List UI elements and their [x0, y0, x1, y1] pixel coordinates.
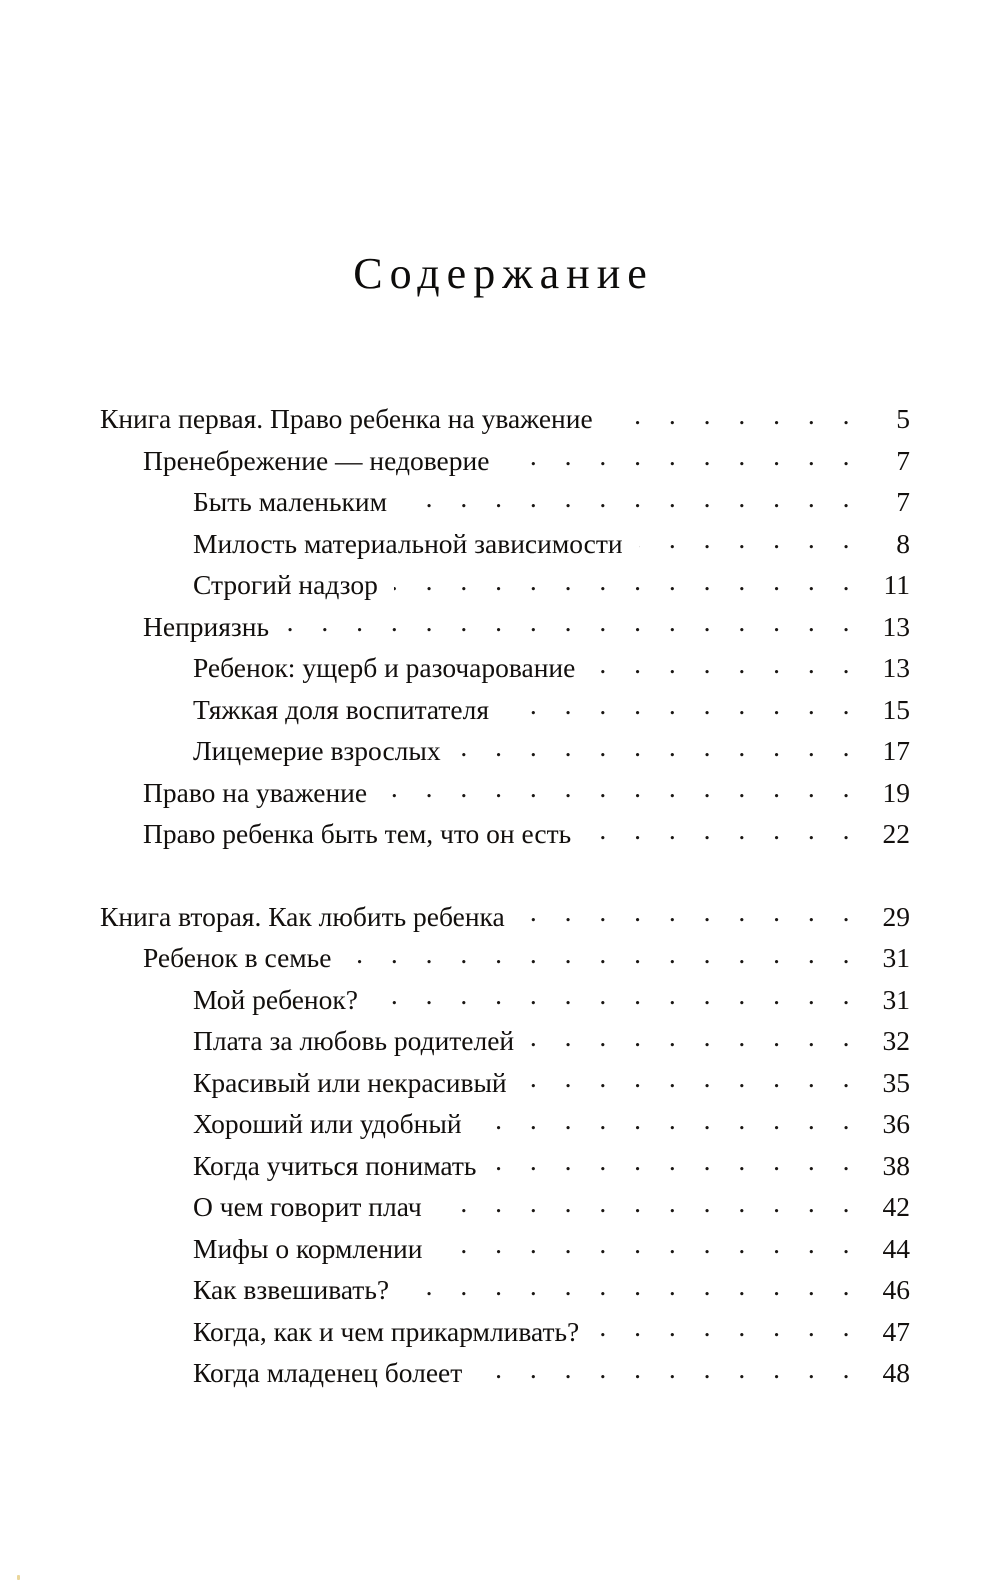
toc-entry-title: Пренебрежение — недоверие: [143, 444, 490, 476]
toc-entry-title: Быть маленьким: [193, 486, 388, 517]
toc-leader-dots: [505, 691, 860, 719]
toc-entry-page-number: 42: [882, 1191, 910, 1222]
toc-entry[interactable]: [100, 1186, 910, 1228]
toc-entry[interactable]: [100, 398, 910, 440]
toc-entry[interactable]: [100, 523, 910, 565]
page-title: Содержание: [353, 249, 654, 298]
toc-entry[interactable]: [100, 440, 910, 482]
toc-entry-title: Право ребенка быть тем, что он есть: [143, 818, 572, 849]
toc-entry-page-number: 38: [882, 1149, 910, 1181]
toc-leader-dots: [609, 401, 860, 429]
toc-entry-page-number: 47: [882, 1315, 910, 1347]
toc-entry-title: Мифы о кормлении: [193, 1232, 423, 1264]
toc-entry-page-number: 13: [882, 610, 910, 642]
toc-entry-page-number: 7: [896, 486, 910, 517]
toc-leader-dots: [347, 940, 860, 968]
toc-leader-dots: [394, 567, 860, 595]
toc-entry[interactable]: [100, 1103, 910, 1145]
toc-entry[interactable]: [100, 647, 910, 689]
toc-entry-page-number: 15: [882, 693, 910, 725]
toc-leader-dots: [438, 1189, 860, 1217]
toc-entry-page-number: 36: [882, 1108, 910, 1139]
toc-entry[interactable]: [100, 772, 910, 814]
toc-entry[interactable]: [100, 1311, 910, 1353]
toc-leader-dots: [405, 1272, 860, 1300]
toc-entry-title: Книга вторая. Как любить ребенка: [100, 900, 505, 932]
toc-entry[interactable]: [100, 730, 910, 772]
toc-entry-title: Когда, как и чем прикармливать?: [193, 1315, 580, 1347]
toc-leader-dots: [374, 981, 860, 1009]
toc-entry[interactable]: [100, 1145, 910, 1187]
toc-entry[interactable]: [100, 1228, 910, 1270]
toc-entry[interactable]: [100, 689, 910, 731]
toc-entry[interactable]: [100, 1062, 910, 1104]
toc-entry-page-number: 29: [882, 900, 910, 932]
toc-entry-page-number: 11: [883, 569, 910, 600]
toc-entry-page-number: 19: [882, 776, 910, 808]
toc-entry-page-number: 32: [882, 1025, 910, 1056]
toc-entry-title: Лицемерие взрослых: [193, 735, 441, 766]
toc-leader-dots: [285, 608, 860, 636]
toc-leader-dots: [530, 1023, 860, 1051]
toc-entry[interactable]: [100, 1020, 910, 1062]
toc-entry-page-number: 17: [882, 735, 910, 766]
toc-leader-dots: [591, 650, 860, 678]
toc-entry-page-number: 5: [896, 403, 910, 434]
toc-leader-dots: [403, 484, 860, 512]
toc-entry[interactable]: [100, 937, 910, 979]
toc-leader-dots: [505, 442, 860, 470]
toc-entry-title: Неприязнь: [143, 610, 270, 642]
toc-entry[interactable]: [100, 1269, 910, 1311]
toc-entry[interactable]: [100, 813, 910, 855]
toc-leader-dots: [523, 1064, 860, 1092]
toc-entry-title: Ребенок: ущерб и разочарование: [193, 652, 576, 683]
toc-entry-title: Как взвешивать?: [193, 1274, 390, 1305]
toc-leader-dots: [457, 733, 860, 761]
toc-leader-dots: [439, 1230, 861, 1258]
toc-entry-title: Милость материальной зависимости: [193, 527, 623, 559]
toc-entry-page-number: 31: [882, 942, 910, 973]
toc-entry-title: Ребенок в семье: [143, 942, 332, 973]
toc-entry-title: Хороший или удобный: [193, 1108, 462, 1139]
toc-entry-page-number: 22: [882, 818, 910, 849]
toc-entry[interactable]: [100, 979, 910, 1021]
toc-entry-page-number: 46: [882, 1274, 910, 1305]
toc-leader-dots: [639, 525, 860, 553]
toc-entry-title: Строгий надзор: [193, 569, 378, 600]
toc-entry-title: Красивый или некрасивый: [193, 1066, 507, 1098]
toc-entry-page-number: 13: [882, 652, 910, 683]
toc-entry-title: Тяжкая доля воспитателя: [193, 693, 490, 725]
toc-leader-dots: [383, 774, 860, 802]
toc-entry-page-number: 7: [896, 444, 910, 476]
toc-entry-title: Мой ребенок?: [193, 983, 358, 1015]
toc-leader-dots: [521, 898, 860, 926]
toc-leader-dots: [478, 1106, 860, 1134]
toc-entry[interactable]: [100, 606, 910, 648]
toc-entry[interactable]: [100, 481, 910, 523]
toc-leader-dots: [595, 1313, 860, 1341]
toc-entry-page-number: 48: [882, 1357, 910, 1388]
toc-entry-title: О чем говорит плач: [193, 1191, 422, 1222]
table-of-contents: [100, 398, 910, 1394]
toc-entry[interactable]: [100, 1352, 910, 1394]
toc-leader-dots: [492, 1147, 860, 1175]
toc-entry-title: Право на уважение: [143, 776, 368, 808]
toc-entry[interactable]: [100, 564, 910, 606]
toc-leader-dots: [587, 816, 860, 844]
toc-entry[interactable]: [100, 896, 910, 938]
toc-entry-title: Когда младенец болеет: [193, 1357, 463, 1388]
toc-entry-page-number: 31: [882, 983, 910, 1015]
scan-artifact: [17, 1575, 20, 1580]
toc-leader-dots: [478, 1355, 860, 1383]
toc-entry-title: Плата за любовь родителей: [193, 1025, 515, 1056]
toc-entry-title: Книга первая. Право ребенка на уважение: [100, 403, 593, 434]
toc-entry-title: Когда учиться понимать: [193, 1149, 477, 1181]
toc-entry-page-number: 8: [896, 527, 910, 559]
toc-entry-page-number: 44: [882, 1232, 910, 1264]
toc-entry-page-number: 35: [882, 1066, 910, 1098]
